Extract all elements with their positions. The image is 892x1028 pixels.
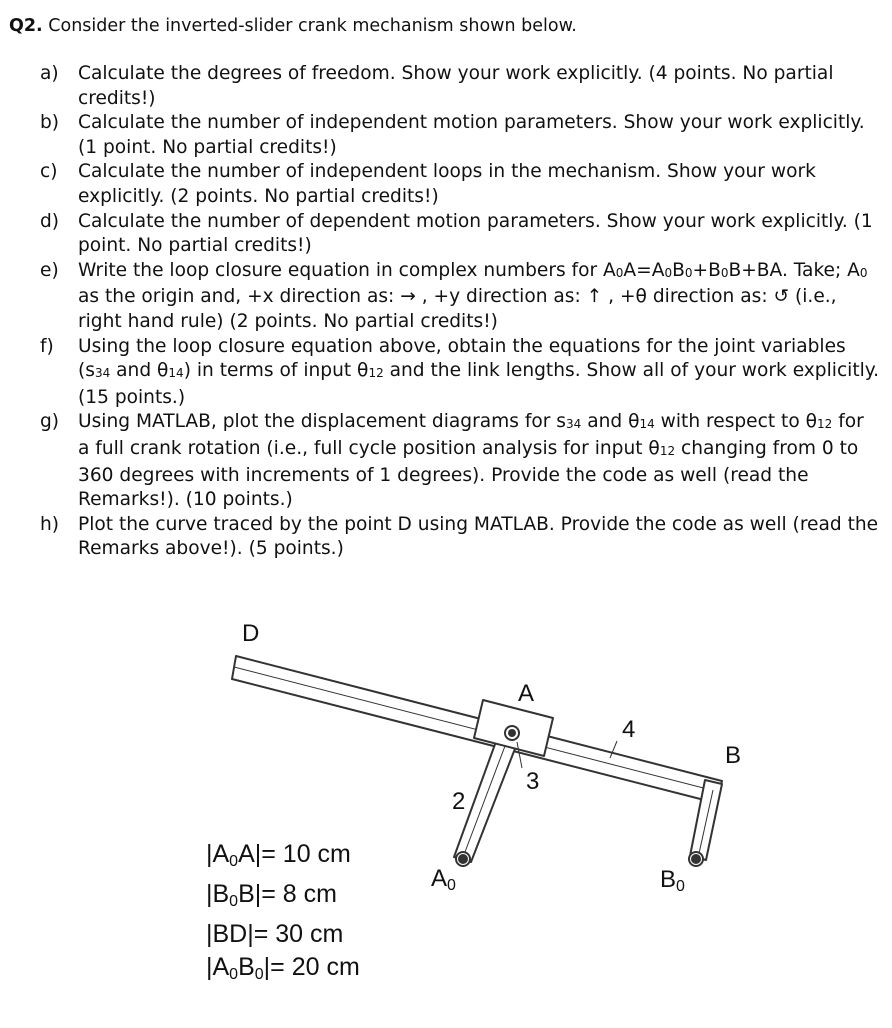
- label-a0: $A_0$: [431, 865, 456, 894]
- question-number: Q2.: [9, 16, 43, 36]
- item-text: and θ: [581, 411, 640, 433]
- item-text: Calculate the number of independent loops in the mechanism. Show your work explicitly. (2 points. No partial credits!): [78, 161, 816, 207]
- item-label: d): [40, 210, 60, 232]
- question-item: [40, 410, 880, 512]
- item-subscript: 34: [94, 366, 111, 381]
- item-subscript: 0: [859, 265, 868, 280]
- label-link-2: 2: [452, 788, 466, 815]
- question-item: [40, 259, 880, 335]
- question-item: [40, 160, 880, 209]
- item-label: g): [40, 411, 60, 433]
- item-subscript: 14: [168, 366, 184, 381]
- label-link-3: 3: [526, 768, 540, 795]
- item-subscript: 0: [615, 265, 624, 280]
- item-text: Calculate the number of independent motion parameters. Show your work explicitly. (1 point. No partial credits!): [78, 112, 865, 158]
- item-text: with respect to θ: [654, 411, 818, 433]
- item-label: f): [40, 335, 54, 357]
- item-text: Calculate the degrees of freedom. Show your work explicitly. (4 points. No partial credits!): [78, 63, 834, 109]
- item-label: a): [40, 63, 59, 84]
- dimension-a0b0: $|A_0B_0|= 20$ cm: [206, 953, 360, 983]
- label-b: B: [725, 742, 742, 769]
- question-item: [40, 335, 880, 411]
- question-item: [40, 111, 880, 160]
- item-subscript: 12: [368, 366, 384, 381]
- question-item: [40, 62, 880, 111]
- item-text: Calculate the number of dependent motion parameters. Show your work explicitly. (1 point. No partial credits!): [78, 210, 873, 257]
- item-text: for a full crank rotation (i.e., full cycle position analysis for input θ: [78, 411, 864, 459]
- item-text: changing from 0 to 360 degrees with increments of 1 degrees). Provide the code as well (read the Remarks!). (10 points.): [78, 437, 859, 511]
- item-subscript: 34: [566, 417, 582, 432]
- question-item: [40, 210, 880, 259]
- question-items-list: [40, 62, 880, 562]
- item-text: as the origin and, +x direction as: → , +y direction as: ↑ , +θ direction as: ↺ (i.e., right hand rule) (2 points. No partial credits!): [78, 286, 837, 332]
- item-label: b): [40, 112, 60, 134]
- label-d: D: [242, 620, 260, 647]
- item-label: c): [40, 161, 58, 183]
- question-prompt: Consider the inverted-slider crank mechanism shown below.: [48, 16, 577, 36]
- label-a: A: [518, 680, 535, 707]
- item-subscript: 0: [720, 265, 729, 280]
- item-text: A=A: [623, 259, 665, 281]
- item-subscript: 0: [684, 265, 693, 280]
- item-label: h): [40, 513, 60, 535]
- item-text: Using MATLAB, plot the displacement diagrams for s: [78, 411, 566, 433]
- mechanism-diagram: [0, 600, 892, 1024]
- dimension-bd: |BD|= 30 cm: [206, 920, 344, 948]
- question-item: [40, 513, 880, 562]
- label-link-4: 4: [622, 716, 636, 743]
- item-text: B+BA. Take; A: [728, 259, 860, 281]
- item-text: Write the loop closure equation in complex numbers for A: [78, 259, 616, 281]
- item-subscript: 14: [639, 417, 655, 432]
- item-text: +B: [692, 259, 721, 281]
- question-header: [9, 16, 577, 36]
- item-text: and the link lengths. Show all of your work explicitly. (15 points.): [78, 360, 880, 408]
- item-subscript: 0: [664, 265, 673, 280]
- mechanism-figure: [0, 600, 892, 1028]
- dimension-a0a: $|A_0A|= 10$ cm: [206, 840, 351, 870]
- item-text: Using the loop closure equation above, obtain the equations for the joint variables (s: [78, 335, 846, 382]
- item-subscript: 12: [659, 443, 676, 458]
- item-text: ) in terms of input θ: [183, 360, 369, 382]
- item-text: Plot the curve traced by the point D using MATLAB. Provide the code as well (read the Remarks above!). (5 points.): [78, 513, 879, 560]
- label-b0: $B_0$: [660, 866, 685, 895]
- item-text: B: [672, 259, 685, 281]
- item-label: e): [40, 259, 59, 281]
- link-dimensions: [206, 838, 360, 991]
- dimension-b0b: $|B_0B|= 8$ cm: [206, 880, 337, 910]
- item-subscript: 12: [817, 417, 833, 432]
- item-text: and θ: [110, 360, 169, 382]
